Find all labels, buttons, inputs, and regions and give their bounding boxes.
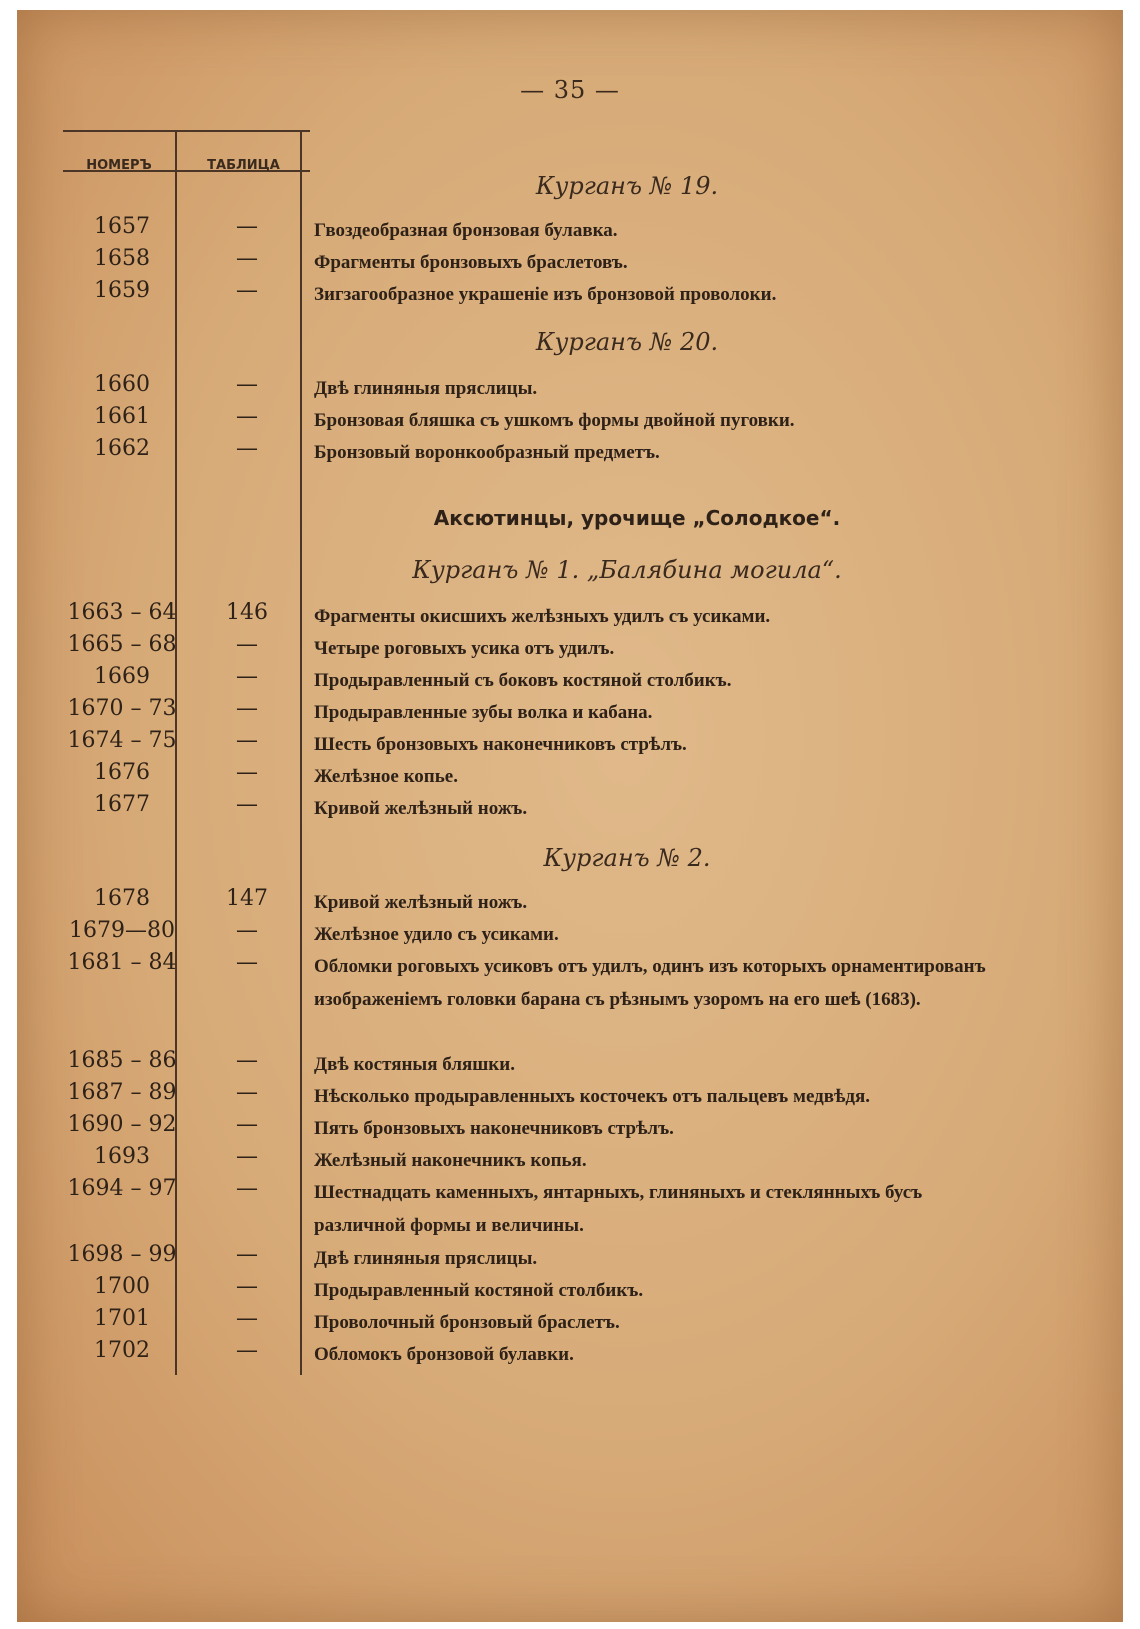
row-number: 1678 (94, 886, 150, 911)
table-row (17, 696, 1123, 730)
table-row (17, 918, 1123, 952)
row-number: 1694 – 97 (67, 1176, 177, 1201)
document-page (17, 10, 1123, 1622)
row-table: — (236, 1048, 258, 1073)
row-description: Желѣзный наконечникъ копья. (314, 1150, 587, 1171)
row-description: Фрагменты окисшихъ желѣзныхъ удилъ съ усиками. (314, 606, 771, 627)
row-description: Продыравленный костяной столбикъ. (314, 1280, 644, 1301)
row-number: 1662 (94, 436, 150, 461)
row-number: 1693 (94, 1144, 150, 1169)
section-heading: Курганъ № 19. (535, 172, 719, 200)
row-description: Желѣзное удило съ усиками. (314, 924, 559, 945)
row-description: Двѣ глиняныя пряслицы. (314, 1248, 538, 1269)
row-table: 147 (226, 886, 268, 911)
row-description: Нѣсколько продыравленныхъ косточекъ отъ пальцевъ медвѣдя. (314, 1086, 871, 1107)
table-row (17, 886, 1123, 920)
row-number: 1681 – 84 (67, 950, 177, 975)
table-row (17, 728, 1123, 762)
row-table: 146 (226, 600, 268, 625)
row-number: 1679—80 (69, 918, 175, 943)
row-table: — (236, 950, 258, 975)
table-row (17, 436, 1123, 470)
table-row (17, 1306, 1123, 1340)
table-row (17, 278, 1123, 312)
table-row (17, 246, 1123, 280)
table-row (17, 1048, 1123, 1082)
row-number: 1687 – 89 (67, 1080, 177, 1105)
row-description: Бронзовая бляшка съ ушкомъ формы двойной пуговки. (314, 410, 795, 431)
row-number: 1659 (94, 278, 150, 303)
section-heading: Курганъ № 1. „Балябина могила“. (412, 556, 842, 584)
row-description: Обломки роговыхъ усиковъ отъ удилъ, одинъ изъ которыхъ орнаментированъ изображеніемъ головки барана съ рѣзнымъ узоромъ на его шеѣ (1683). (314, 956, 986, 1010)
row-description: Двѣ костяныя бляшки. (314, 1054, 515, 1075)
row-table: — (236, 696, 258, 721)
row-description: Продыравленные зубы волка и кабана. (314, 702, 653, 723)
table-row (17, 1274, 1123, 1308)
row-number: 1674 – 75 (67, 728, 177, 753)
table-row (17, 632, 1123, 666)
row-number: 1670 – 73 (67, 696, 177, 721)
row-table: — (236, 1306, 258, 1331)
row-description: Кривой желѣзный ножъ. (314, 798, 528, 819)
row-description: Гвоздеобразная бронзовая булавка. (314, 220, 618, 241)
table-row (17, 1144, 1123, 1178)
row-description: Обломокъ бронзовой булавки. (314, 1344, 574, 1365)
table-row (17, 792, 1123, 826)
row-number: 1657 (94, 214, 150, 239)
row-description: Зигзагообразное украшеніе изъ бронзовой проволоки. (314, 284, 777, 305)
table-row (17, 950, 1123, 1010)
column-header-table: ТАБЛИЦА (207, 158, 280, 173)
row-number: 1665 – 68 (67, 632, 177, 657)
row-description: Проволочный бронзовый браслетъ. (314, 1312, 620, 1333)
row-table: — (236, 404, 258, 429)
table-row (17, 1080, 1123, 1114)
column-header-number: НОМЕРЪ (86, 158, 152, 173)
section-heading: Курганъ № 2. (543, 844, 711, 872)
row-table: — (236, 214, 258, 239)
row-number: 1701 (94, 1306, 150, 1331)
table-row (17, 600, 1123, 634)
row-table: — (236, 278, 258, 303)
row-number: 1676 (94, 760, 150, 785)
row-number: 1669 (94, 664, 150, 689)
row-table: — (236, 1242, 258, 1267)
table-row (17, 664, 1123, 698)
row-table: — (236, 1338, 258, 1363)
section-heading: Курганъ № 20. (535, 328, 719, 356)
row-table: — (236, 1080, 258, 1105)
row-table: — (236, 436, 258, 461)
row-description: Четыре роговыхъ усика отъ удилъ. (314, 638, 615, 659)
row-table: — (236, 632, 258, 657)
row-number: 1660 (94, 372, 150, 397)
row-number: 1702 (94, 1338, 150, 1363)
table-row (17, 1176, 1123, 1236)
table-row (17, 214, 1123, 248)
row-table: — (236, 1112, 258, 1137)
row-description: Желѣзное копье. (314, 766, 458, 787)
table-row (17, 760, 1123, 794)
table-row (17, 1242, 1123, 1276)
row-description: Шесть бронзовыхъ наконечниковъ стрѣлъ. (314, 734, 687, 755)
row-table: — (236, 760, 258, 785)
row-description: Продыравленный съ боковъ костяной столбикъ. (314, 670, 732, 691)
row-description: Пять бронзовыхъ наконечниковъ стрѣлъ. (314, 1118, 674, 1139)
row-number: 1677 (94, 792, 150, 817)
header-rule-top (63, 130, 310, 132)
row-number: 1700 (94, 1274, 150, 1299)
row-table: — (236, 246, 258, 271)
table-row (17, 372, 1123, 406)
row-table: — (236, 1144, 258, 1169)
row-table: — (236, 792, 258, 817)
row-table: — (236, 918, 258, 943)
page-number: — 35 — (520, 76, 620, 104)
table-row (17, 1338, 1123, 1372)
row-number: 1698 – 99 (67, 1242, 177, 1267)
row-number: 1661 (94, 404, 150, 429)
row-description: Кривой желѣзный ножъ. (314, 892, 528, 913)
site-heading: Аксютинцы, урочище „Солодкое“. (433, 506, 841, 530)
table-row (17, 404, 1123, 438)
table-row (17, 1112, 1123, 1146)
row-table: — (236, 1274, 258, 1299)
row-table: — (236, 728, 258, 753)
row-number: 1658 (94, 246, 150, 271)
row-number: 1685 – 86 (67, 1048, 177, 1073)
row-table: — (236, 1176, 258, 1201)
row-description: Двѣ глиняныя пряслицы. (314, 378, 538, 399)
row-description: Бронзовый воронкообразный предметъ. (314, 442, 660, 463)
row-description: Фрагменты бронзовыхъ браслетовъ. (314, 252, 628, 273)
row-description: Шестнадцать каменныхъ, янтарныхъ, глиняныхъ и стеклянныхъ бусъ различной формы и величины. (314, 1182, 923, 1236)
row-number: 1663 – 64 (67, 600, 177, 625)
row-table: — (236, 372, 258, 397)
row-number: 1690 – 92 (67, 1112, 177, 1137)
row-table: — (236, 664, 258, 689)
